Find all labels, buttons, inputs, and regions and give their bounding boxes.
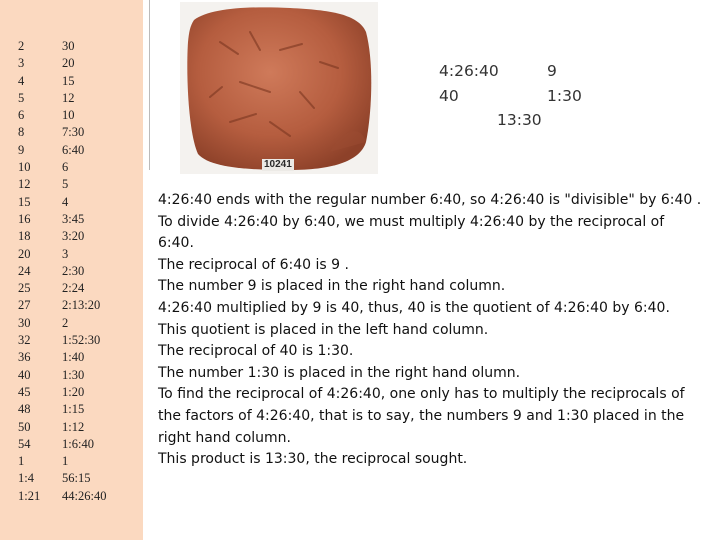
explanation-line: To divide 4:26:40 by 6:40, we must multiply 4:26:40 by the reciprocal of 6:40. [158,213,665,252]
table-cell: 2:30 [62,263,85,278]
table-cell: 1 [18,454,25,469]
calc-dividend: 4:26:40 [439,62,499,80]
explanation-line: 4:26:40 multiplied by 9 is 40, thus, 40 is the quotient of 4:26:40 by 6:40. [158,299,670,316]
table-cell: 16 [18,211,31,226]
table-cell: 1 [62,454,69,469]
explanation-line: To find the reciprocal of 4:26:40, one only has to multiply the reciprocals of the factors of 4:26:40, that is to say, the numbers 9 and 1:30 placed in the right hand column. [158,386,685,446]
table-cell: 44:26:40 [62,488,107,503]
table-cell: 50 [18,419,31,434]
table-cell: 6:40 [62,142,85,157]
explanation-line: 4:26:40 ends with the regular number 6:40, so 4:26:40 is "divisible" by 6:40 . [158,192,702,208]
tablet-catalog-label: 10241 [264,159,292,170]
table-cell: 1:4 [18,471,34,486]
table-cell: 45 [18,384,31,399]
table-cell: 2 [62,315,69,330]
table-cell: 20 [62,56,75,71]
table-cell: 36 [18,350,31,365]
table-cell: 2 [18,39,25,53]
calc-quotient: 40 [439,87,459,105]
table-cell: 27 [18,298,31,313]
explanation-line: The number 1:30 is placed in the right hand olumn. [158,364,521,381]
table-cell: 6 [18,108,25,123]
table-cell: 1:12 [62,419,85,434]
table-cell: 3 [62,246,69,261]
table-cell: 5 [62,177,69,192]
table-cell: 7:30 [62,125,85,140]
table-cell: 24 [18,263,31,278]
table-cell: 2:13:20 [62,298,101,313]
table-cell: 8 [18,125,25,140]
explanation-line: This product is 13:30, the reciprocal sought. [158,451,468,468]
table-cell: 4 [62,194,69,209]
table-cell: 32 [18,333,31,348]
table-cell: 1:52:30 [62,333,101,348]
number-column [18,38,40,505]
reciprocal-column [62,38,106,505]
explanation-line: The reciprocal of 6:40 is 9 . [158,256,349,273]
table-cell: 10 [18,160,31,175]
explanation-line: The reciprocal of 40 is 1:30. [158,343,354,360]
table-cell: 2:24 [62,281,85,296]
table-cell: 30 [62,39,75,53]
table-cell: 1:30 [62,367,85,382]
table-cell: 5 [18,90,25,105]
table-cell: 12 [18,177,31,192]
table-cell: 56:15 [62,471,91,486]
table-cell: 20 [18,246,31,261]
calc-reciprocal-9: 9 [547,62,557,80]
table-cell: 18 [18,229,31,244]
table-cell: 3:45 [62,211,85,226]
table-cell: 9 [18,142,25,157]
table-cell: 40 [18,367,31,382]
table-cell: 12 [62,90,75,105]
table-cell: 1:21 [18,488,41,503]
table-cell: 10 [62,108,75,123]
table-cell: 3:20 [62,229,85,244]
explanation-line: This quotient is placed in the left hand column. [158,321,489,338]
calc-result: 13:30 [497,111,542,129]
clay-tablet-image [180,2,378,174]
table-cell: 1:6:40 [62,436,94,451]
calc-reciprocal-1-30: 1:30 [547,87,582,105]
table-cell: 25 [18,281,31,296]
table-cell: 30 [18,315,31,330]
table-cell: 4 [18,73,25,88]
divider-line [149,0,150,170]
table-cell: 15 [18,194,31,209]
table-cell: 1:20 [62,384,85,399]
table-cell: 48 [18,402,31,417]
table-cell: 1:40 [62,350,85,365]
table-cell: 6 [62,160,69,175]
table-cell: 54 [18,436,31,451]
table-cell: 1:15 [62,402,85,417]
explanation-line: The number 9 is placed in the right hand column. [158,278,506,295]
explanation-text [158,190,703,471]
reciprocal-table-panel [0,0,143,540]
table-cell: 3 [18,56,25,71]
table-cell: 15 [62,73,75,88]
